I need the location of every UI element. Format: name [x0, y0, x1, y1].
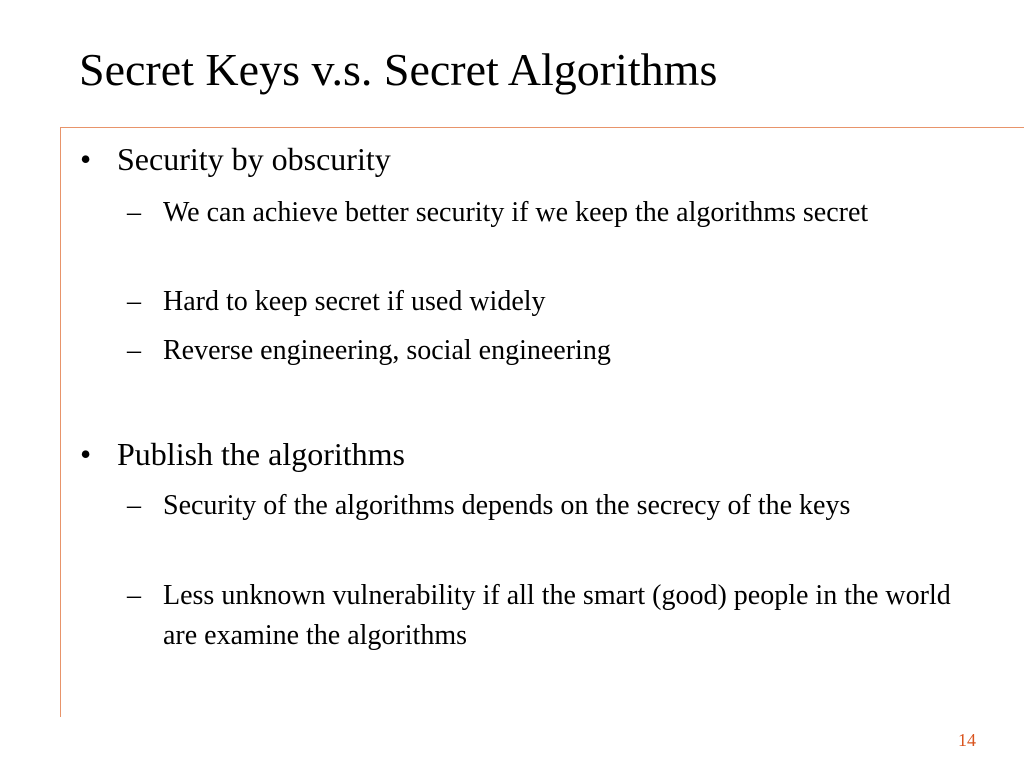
sub-bullet-marker: – — [127, 286, 141, 317]
sub-bullet-marker: – — [127, 335, 141, 366]
sub-bullet-text: Reverse engineering, social engineering — [163, 335, 611, 366]
sub-bullet-text: We can achieve better security if we keep the algorithms secret — [163, 197, 869, 228]
sub-bullet-text: Security of the algorithms depends on the secrecy of the keys — [163, 490, 851, 521]
title-divider-line — [60, 127, 1024, 128]
page-number: 14 — [958, 730, 976, 750]
sub-bullet-marker: – — [127, 197, 141, 228]
left-margin-line — [60, 127, 61, 717]
sub-bullet-marker: – — [127, 490, 141, 521]
sub-bullet-marker: – — [127, 580, 141, 611]
sub-bullet-text: Hard to keep secret if used widely — [163, 286, 546, 317]
bullet-text: Security by obscurity — [117, 141, 391, 177]
slide-title: Secret Keys v.s. Secret Algorithms — [79, 44, 718, 95]
bullet-marker: • — [80, 436, 92, 472]
bullet-marker: • — [80, 141, 92, 177]
sub-bullet-text: Less unknown vulnerability if all the smart (good) people in the world are examine the algorithms — [163, 580, 951, 651]
bullet-text: Publish the algorithms — [117, 436, 405, 472]
